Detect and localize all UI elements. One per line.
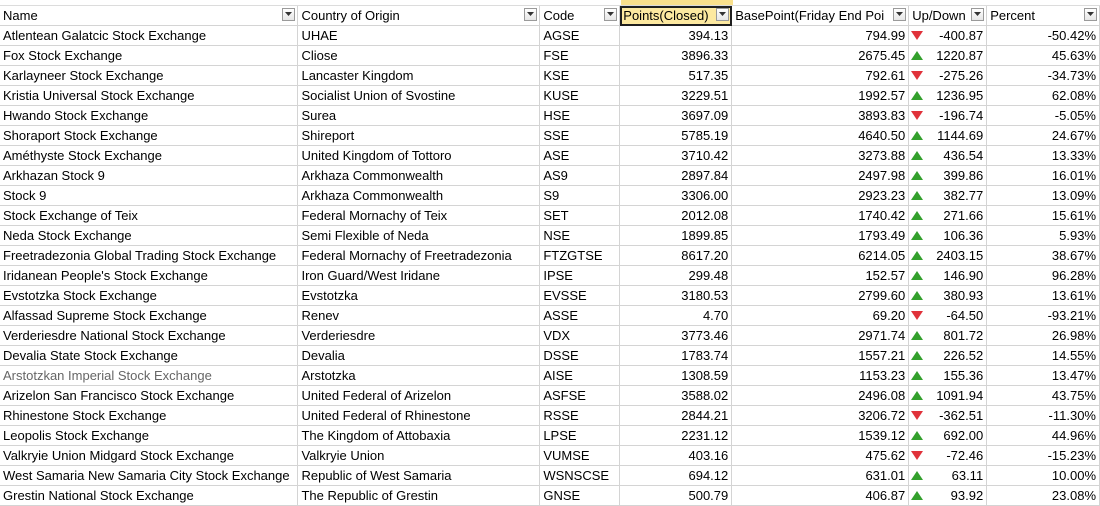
cell-points-closed[interactable]: 394.13 [620, 26, 732, 46]
cell-code[interactable]: DSSE [540, 346, 620, 366]
table-row [0, 326, 1100, 346]
cell-basepoint[interactable]: 406.87 [732, 486, 909, 506]
up-arrow-icon [911, 491, 923, 500]
change-value: 380.93 [943, 288, 984, 303]
cell-percent[interactable]: 26.98% [987, 326, 1100, 346]
cell-name[interactable]: Arstotzkan Imperial Stock Exchange [0, 366, 298, 386]
cell-up-down[interactable] [909, 246, 987, 266]
up-arrow-icon [911, 291, 923, 300]
cell-points-closed[interactable]: 3697.09 [620, 106, 732, 126]
cell-name[interactable]: Karlayneer Stock Exchange [0, 66, 298, 86]
filter-dropdown-icon[interactable] [282, 8, 295, 21]
cell-basepoint[interactable]: 794.99 [732, 26, 909, 46]
cell-up-down[interactable] [909, 106, 987, 126]
cell-code[interactable]: VDX [540, 326, 620, 346]
cell-name[interactable]: Devalia State Stock Exchange [0, 346, 298, 366]
header-up-down[interactable]: Up/Down [909, 6, 987, 26]
cell-up-down[interactable] [909, 346, 987, 366]
cell-percent[interactable]: -50.42% [987, 26, 1100, 46]
change-value: 1091.94 [936, 388, 984, 403]
cell-country[interactable]: Cliose [298, 46, 540, 66]
cell-percent[interactable]: 23.08% [987, 486, 1100, 506]
up-arrow-icon [911, 431, 923, 440]
stock-table [0, 6, 1100, 506]
cell-percent[interactable]: -5.05% [987, 106, 1100, 126]
cell-name[interactable]: Verderiesdre National Stock Exchange [0, 326, 298, 346]
change-value: 155.36 [943, 368, 984, 383]
filter-dropdown-icon[interactable] [604, 8, 617, 21]
cell-name[interactable]: Améthyste Stock Exchange [0, 146, 298, 166]
cell-code[interactable]: SSE [540, 126, 620, 146]
cell-up-down[interactable] [909, 126, 987, 146]
up-arrow-icon [911, 171, 923, 180]
header-points-closed[interactable]: Points(Closed) [620, 6, 732, 26]
cell-basepoint[interactable]: 2799.60 [732, 286, 909, 306]
cell-country[interactable]: Semi Flexible of Neda [298, 226, 540, 246]
cell-percent[interactable]: 10.00% [987, 466, 1100, 486]
table-row [0, 466, 1100, 486]
cell-percent[interactable]: 62.08% [987, 86, 1100, 106]
cell-country[interactable]: Iron Guard/West Iridane [298, 266, 540, 286]
header-code[interactable]: Code [540, 6, 620, 26]
cell-points-closed[interactable]: 5785.19 [620, 126, 732, 146]
cell-points-closed[interactable]: 1783.74 [620, 346, 732, 366]
cell-name[interactable]: Valkryie Union Midgard Stock Exchange [0, 446, 298, 466]
change-value: 271.66 [943, 208, 984, 223]
up-arrow-icon [911, 191, 923, 200]
down-arrow-icon [911, 411, 923, 420]
table-row [0, 406, 1100, 426]
cell-up-down[interactable] [909, 386, 987, 406]
table-row [0, 286, 1100, 306]
table-row [0, 26, 1100, 46]
cell-percent[interactable]: 15.61% [987, 206, 1100, 226]
cell-up-down[interactable] [909, 406, 987, 426]
down-arrow-icon [911, 31, 923, 40]
cell-country[interactable]: Devalia [298, 346, 540, 366]
table-row [0, 266, 1100, 286]
cell-basepoint[interactable]: 2675.45 [732, 46, 909, 66]
cell-code[interactable]: ASFSE [540, 386, 620, 406]
cell-percent[interactable]: 16.01% [987, 166, 1100, 186]
cell-country[interactable]: United Federal of Arizelon [298, 386, 540, 406]
cell-basepoint[interactable]: 631.01 [732, 466, 909, 486]
filter-dropdown-icon[interactable] [524, 8, 537, 21]
cell-country[interactable]: Federal Mornachy of Freetradezonia [298, 246, 540, 266]
change-value: 63.11 [951, 468, 984, 483]
cell-code[interactable]: RSSE [540, 406, 620, 426]
cell-code[interactable]: VUMSE [540, 446, 620, 466]
cell-percent[interactable]: -11.30% [987, 406, 1100, 426]
cell-name[interactable]: West Samaria New Samaria City Stock Exchange [0, 466, 298, 486]
table-row [0, 46, 1100, 66]
cell-percent[interactable]: -15.23% [987, 446, 1100, 466]
cell-name[interactable]: Grestin National Stock Exchange [0, 486, 298, 506]
up-arrow-icon [911, 351, 923, 360]
up-arrow-icon [911, 391, 923, 400]
cell-points-closed[interactable]: 3229.51 [620, 86, 732, 106]
cell-code[interactable]: AGSE [540, 26, 620, 46]
cell-points-closed[interactable]: 403.16 [620, 446, 732, 466]
cell-points-closed[interactable]: 3896.33 [620, 46, 732, 66]
header-basepoint[interactable]: BasePoint(Friday End Poi [732, 6, 909, 26]
cell-points-closed[interactable]: 3588.02 [620, 386, 732, 406]
cell-up-down[interactable] [909, 46, 987, 66]
cell-percent[interactable]: 13.61% [987, 286, 1100, 306]
cell-points-closed[interactable]: 3180.53 [620, 286, 732, 306]
table-row [0, 226, 1100, 246]
change-value: -275.26 [939, 68, 984, 83]
up-arrow-icon [911, 251, 923, 260]
cell-country[interactable]: Socialist Union of Svostine [298, 86, 540, 106]
cell-name[interactable]: Shoraport Stock Exchange [0, 126, 298, 146]
cell-country[interactable]: Lancaster Kingdom [298, 66, 540, 86]
cell-points-closed[interactable]: 3710.42 [620, 146, 732, 166]
cell-percent[interactable]: 96.28% [987, 266, 1100, 286]
cell-basepoint[interactable]: 2923.23 [732, 186, 909, 206]
table-row [0, 106, 1100, 126]
cell-basepoint[interactable]: 3273.88 [732, 146, 909, 166]
cell-basepoint[interactable]: 1539.12 [732, 426, 909, 446]
cell-basepoint[interactable]: 2496.08 [732, 386, 909, 406]
cell-points-closed[interactable]: 694.12 [620, 466, 732, 486]
cell-percent[interactable]: 5.93% [987, 226, 1100, 246]
change-value: 399.86 [943, 168, 984, 183]
cell-basepoint[interactable]: 1153.23 [732, 366, 909, 386]
cell-basepoint[interactable]: 3206.72 [732, 406, 909, 426]
cell-name[interactable]: Evstotzka Stock Exchange [0, 286, 298, 306]
change-value: -196.74 [939, 108, 984, 123]
cell-basepoint[interactable]: 1992.57 [732, 86, 909, 106]
change-value: 1220.87 [936, 48, 984, 63]
filter-dropdown-icon[interactable] [1084, 8, 1097, 21]
cell-up-down[interactable] [909, 446, 987, 466]
cell-name[interactable]: Fox Stock Exchange [0, 46, 298, 66]
cell-name[interactable]: Stock 9 [0, 186, 298, 206]
up-arrow-icon [911, 91, 923, 100]
cell-country[interactable]: Surea [298, 106, 540, 126]
cell-name[interactable]: Stock Exchange of Teix [0, 206, 298, 226]
cell-code[interactable]: LPSE [540, 426, 620, 446]
cell-basepoint[interactable]: 3893.83 [732, 106, 909, 126]
up-arrow-icon [911, 211, 923, 220]
change-value: 106.36 [943, 228, 984, 243]
change-value: 801.72 [943, 328, 984, 343]
cell-code[interactable]: WSNSCSE [540, 466, 620, 486]
change-value: -64.50 [946, 308, 984, 323]
down-arrow-icon [911, 451, 923, 460]
header-country[interactable]: Country of Origin [298, 6, 540, 26]
cell-points-closed[interactable]: 8617.20 [620, 246, 732, 266]
cell-code[interactable]: FTZGTSE [540, 246, 620, 266]
cell-basepoint[interactable]: 152.57 [732, 266, 909, 286]
cell-name[interactable]: Leopolis Stock Exchange [0, 426, 298, 446]
table-row [0, 426, 1100, 446]
cell-percent[interactable]: 45.63% [987, 46, 1100, 66]
cell-percent[interactable]: 14.55% [987, 346, 1100, 366]
cell-name[interactable]: Arkhazan Stock 9 [0, 166, 298, 186]
table-row [0, 486, 1100, 506]
cell-up-down[interactable] [909, 146, 987, 166]
table-row [0, 166, 1100, 186]
cell-country[interactable]: Shireport [298, 126, 540, 146]
cell-country[interactable]: The Kingdom of Attobaxia [298, 426, 540, 446]
cell-basepoint[interactable]: 1793.49 [732, 226, 909, 246]
up-arrow-icon [911, 51, 923, 60]
cell-code[interactable]: NSE [540, 226, 620, 246]
cell-basepoint[interactable]: 6214.05 [732, 246, 909, 266]
header-percent[interactable]: Percent [987, 6, 1100, 26]
cell-up-down[interactable] [909, 226, 987, 246]
cell-up-down[interactable] [909, 326, 987, 346]
cell-points-closed[interactable]: 1899.85 [620, 226, 732, 246]
cell-points-closed[interactable]: 2897.84 [620, 166, 732, 186]
cell-code[interactable]: AISE [540, 366, 620, 386]
cell-country[interactable]: Arstotzka [298, 366, 540, 386]
cell-basepoint[interactable]: 2497.98 [732, 166, 909, 186]
cell-up-down[interactable] [909, 66, 987, 86]
change-value: 436.54 [943, 148, 984, 163]
up-arrow-icon [911, 371, 923, 380]
change-value: 382.77 [943, 188, 984, 203]
change-value: 2403.15 [936, 248, 984, 263]
cell-percent[interactable]: 24.67% [987, 126, 1100, 146]
cell-up-down[interactable] [909, 186, 987, 206]
cell-up-down[interactable] [909, 166, 987, 186]
up-arrow-icon [911, 331, 923, 340]
cell-up-down[interactable] [909, 486, 987, 506]
cell-code[interactable]: KUSE [540, 86, 620, 106]
cell-country[interactable]: United Kingdom of Tottoro [298, 146, 540, 166]
cell-up-down[interactable] [909, 266, 987, 286]
table-row [0, 66, 1100, 86]
cell-country[interactable]: The Republic of Grestin [298, 486, 540, 506]
cell-code[interactable]: GNSE [540, 486, 620, 506]
cell-up-down[interactable] [909, 466, 987, 486]
cell-country[interactable]: UHAE [298, 26, 540, 46]
cell-up-down[interactable] [909, 86, 987, 106]
cell-country[interactable]: United Federal of Rhinestone [298, 406, 540, 426]
cell-code[interactable]: EVSSE [540, 286, 620, 306]
up-arrow-icon [911, 231, 923, 240]
table-row [0, 346, 1100, 366]
cell-country[interactable]: Valkryie Union [298, 446, 540, 466]
cell-percent[interactable]: 38.67% [987, 246, 1100, 266]
table-row [0, 306, 1100, 326]
down-arrow-icon [911, 111, 923, 120]
table-row [0, 86, 1100, 106]
cell-name[interactable]: Arizelon San Francisco Stock Exchange [0, 386, 298, 406]
cell-basepoint[interactable]: 1740.42 [732, 206, 909, 226]
cell-name[interactable]: Iridanean People's Stock Exchange [0, 266, 298, 286]
table-row [0, 366, 1100, 386]
cell-code[interactable]: AS9 [540, 166, 620, 186]
cell-up-down[interactable] [909, 206, 987, 226]
change-value: 1144.69 [937, 128, 984, 143]
cell-points-closed[interactable]: 2012.08 [620, 206, 732, 226]
cell-name[interactable]: Atlentean Galatcic Stock Exchange [0, 26, 298, 46]
table-row [0, 186, 1100, 206]
cell-points-closed[interactable]: 1308.59 [620, 366, 732, 386]
cell-up-down[interactable] [909, 426, 987, 446]
header-row [0, 6, 1100, 26]
cell-points-closed[interactable]: 4.70 [620, 306, 732, 326]
filter-dropdown-icon[interactable] [716, 8, 729, 21]
filter-dropdown-icon[interactable] [893, 8, 906, 21]
cell-name[interactable]: Kristia Universal Stock Exchange [0, 86, 298, 106]
change-value: 146.90 [943, 268, 984, 283]
cell-code[interactable]: ASSE [540, 306, 620, 326]
change-value: -400.87 [939, 28, 984, 43]
filter-dropdown-icon[interactable] [971, 8, 984, 21]
cell-percent[interactable]: -93.21% [987, 306, 1100, 326]
cell-country[interactable]: Arkhaza Commonwealth [298, 186, 540, 206]
cell-basepoint[interactable]: 69.20 [732, 306, 909, 326]
cell-points-closed[interactable]: 3773.46 [620, 326, 732, 346]
cell-basepoint[interactable]: 475.62 [732, 446, 909, 466]
table-row [0, 146, 1100, 166]
cell-percent[interactable]: 13.47% [987, 366, 1100, 386]
cell-code[interactable]: SET [540, 206, 620, 226]
cell-percent[interactable]: -34.73% [987, 66, 1100, 86]
table-row [0, 126, 1100, 146]
cell-percent[interactable]: 13.09% [987, 186, 1100, 206]
cell-points-closed[interactable]: 299.48 [620, 266, 732, 286]
up-arrow-icon [911, 131, 923, 140]
cell-up-down[interactable] [909, 26, 987, 46]
cell-code[interactable]: KSE [540, 66, 620, 86]
header-name[interactable]: Name [0, 6, 298, 26]
cell-code[interactable]: HSE [540, 106, 620, 126]
cell-points-closed[interactable]: 2844.21 [620, 406, 732, 426]
down-arrow-icon [911, 71, 923, 80]
table-row [0, 386, 1100, 406]
cell-up-down[interactable] [909, 366, 987, 386]
cell-country[interactable]: Evstotzka [298, 286, 540, 306]
cell-country[interactable]: Federal Mornachy of Teix [298, 206, 540, 226]
change-value: 1236.95 [936, 88, 984, 103]
cell-country[interactable]: Renev [298, 306, 540, 326]
cell-basepoint[interactable]: 4640.50 [732, 126, 909, 146]
cell-percent[interactable]: 13.33% [987, 146, 1100, 166]
cell-percent[interactable]: 43.75% [987, 386, 1100, 406]
cell-percent[interactable]: 44.96% [987, 426, 1100, 446]
cell-up-down[interactable] [909, 306, 987, 326]
cell-points-closed[interactable]: 2231.12 [620, 426, 732, 446]
cell-country[interactable]: Verderiesdre [298, 326, 540, 346]
up-arrow-icon [911, 471, 923, 480]
cell-name[interactable]: Freetradezonia Global Trading Stock Exchange [0, 246, 298, 266]
cell-country[interactable]: Arkhaza Commonwealth [298, 166, 540, 186]
table-row [0, 206, 1100, 226]
cell-country[interactable]: Republic of West Samaria [298, 466, 540, 486]
down-arrow-icon [911, 311, 923, 320]
cell-basepoint[interactable]: 1557.21 [732, 346, 909, 366]
change-value: -362.51 [939, 408, 984, 423]
cell-code[interactable]: S9 [540, 186, 620, 206]
cell-code[interactable]: IPSE [540, 266, 620, 286]
up-arrow-icon [911, 151, 923, 160]
table-row [0, 246, 1100, 266]
cell-points-closed[interactable]: 3306.00 [620, 186, 732, 206]
cell-name[interactable]: Rhinestone Stock Exchange [0, 406, 298, 426]
cell-points-closed[interactable]: 500.79 [620, 486, 732, 506]
change-value: 93.92 [950, 488, 984, 503]
cell-code[interactable]: ASE [540, 146, 620, 166]
cell-name[interactable]: Alfassad Supreme Stock Exchange [0, 306, 298, 326]
cell-basepoint[interactable]: 792.61 [732, 66, 909, 86]
change-value: 692.00 [943, 428, 984, 443]
cell-basepoint[interactable]: 2971.74 [732, 326, 909, 346]
change-value: 226.52 [943, 348, 984, 363]
change-value: -72.46 [946, 448, 984, 463]
cell-name[interactable]: Neda Stock Exchange [0, 226, 298, 246]
cell-points-closed[interactable]: 517.35 [620, 66, 732, 86]
table-row [0, 446, 1100, 466]
cell-up-down[interactable] [909, 286, 987, 306]
up-arrow-icon [911, 271, 923, 280]
cell-code[interactable]: FSE [540, 46, 620, 66]
cell-name[interactable]: Hwando Stock Exchange [0, 106, 298, 126]
